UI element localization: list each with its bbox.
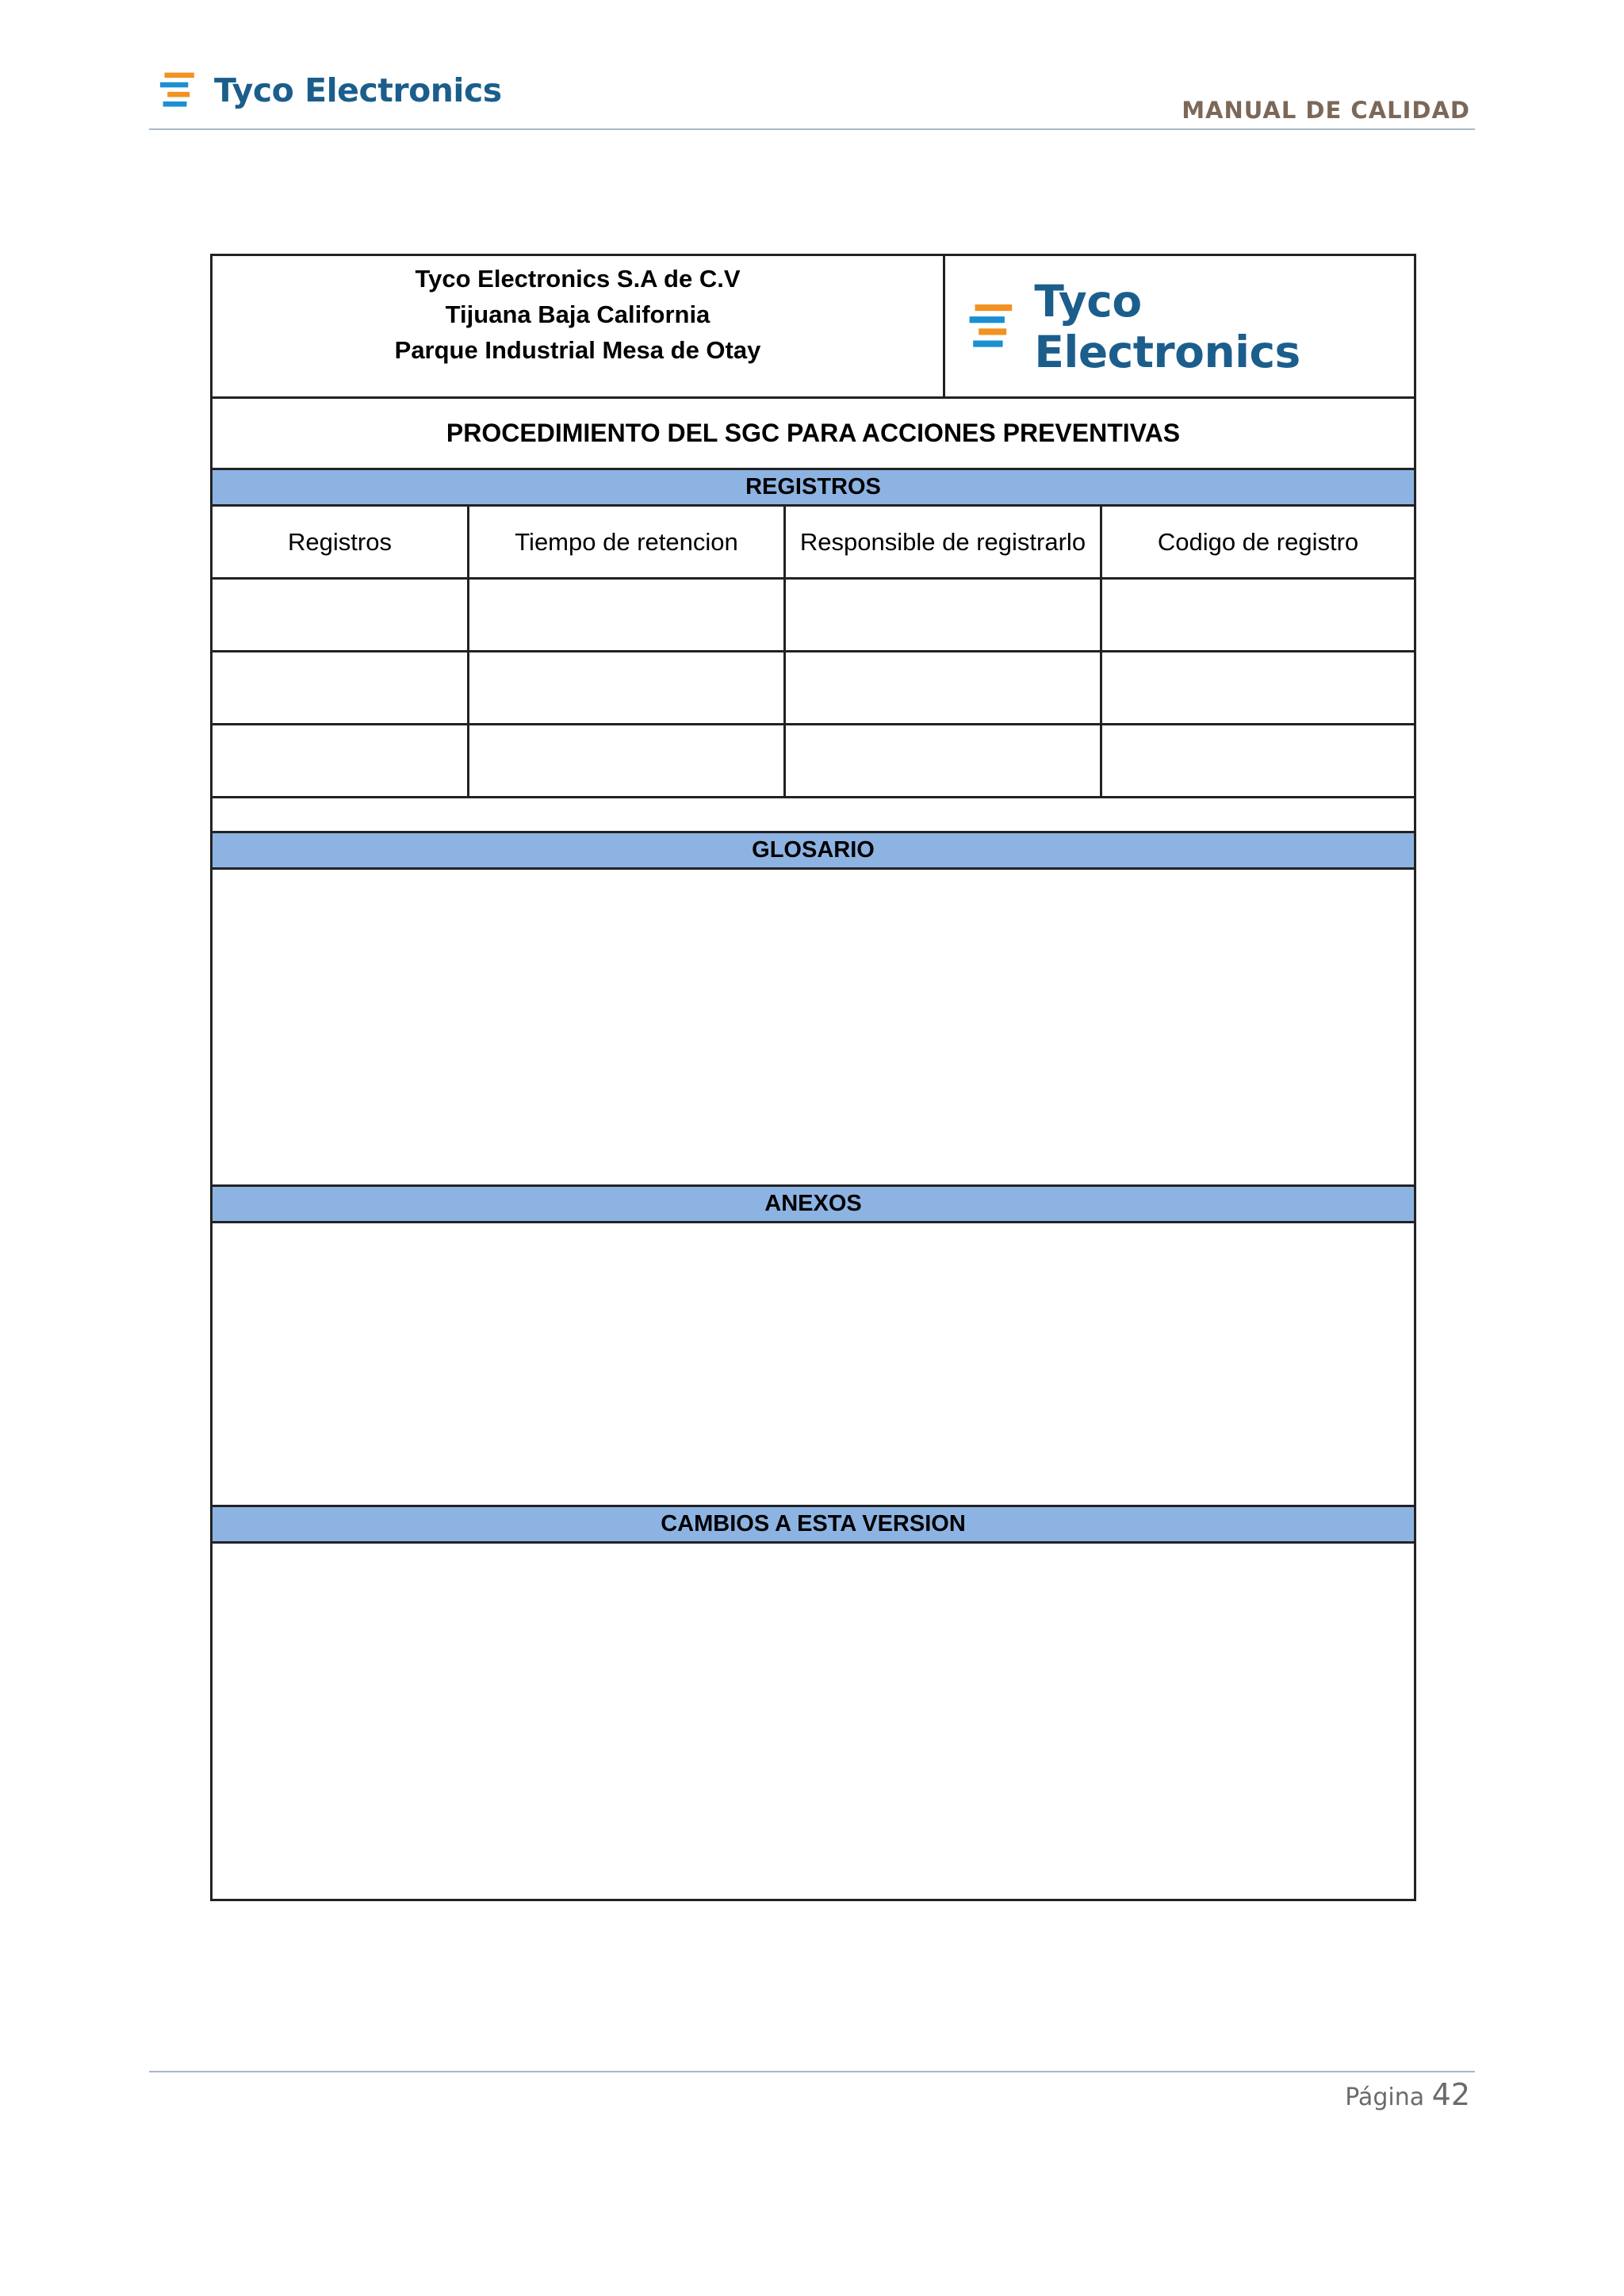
table-cell[interactable] (786, 580, 1102, 650)
table-cell[interactable] (469, 652, 786, 723)
glosario-body[interactable] (213, 870, 1414, 1187)
tyco-logo-icon (159, 68, 203, 113)
table-cell[interactable] (1102, 725, 1414, 796)
column-header-registros: Registros (213, 507, 469, 577)
cambios-section-header: CAMBIOS A ESTA VERSION (213, 1507, 1414, 1544)
header-logo (159, 62, 502, 119)
footer-divider (149, 2071, 1475, 2072)
table-cell[interactable] (786, 652, 1102, 723)
table-row (213, 652, 1414, 725)
glosario-section-header: GLOSARIO (213, 833, 1414, 870)
tyco-logo-icon (967, 299, 1023, 354)
spacer-row (213, 798, 1414, 833)
registros-section-header: REGISTROS (213, 470, 1414, 507)
table-row (213, 580, 1414, 652)
page-number (1345, 2077, 1470, 2112)
table-cell[interactable] (469, 725, 786, 796)
table-cell[interactable] (469, 580, 786, 650)
anexos-section-header: ANEXOS (213, 1187, 1414, 1223)
document-header-title: MANUAL DE CALIDAD (1182, 97, 1470, 124)
cambios-body[interactable] (213, 1544, 1414, 1899)
table-cell[interactable] (213, 652, 469, 723)
company-info (213, 256, 945, 396)
company-logo (945, 256, 1414, 396)
registros-column-headers (213, 507, 1414, 580)
company-logo-text: Tyco Electronics (1034, 275, 1300, 377)
table-row (213, 725, 1414, 798)
procedure-title: PROCEDIMIENTO DEL SGC PARA ACCIONES PREVENTIVAS (213, 399, 1414, 470)
table-cell[interactable] (1102, 652, 1414, 723)
page-number-value: 42 (1431, 2077, 1470, 2112)
column-header-tiempo-retencion: Tiempo de retencion (469, 507, 786, 577)
company-address: Parque Industrial Mesa de Otay (394, 336, 761, 364)
page-label: Página (1345, 2084, 1425, 2111)
company-city: Tijuana Baja California (445, 300, 710, 328)
table-cell[interactable] (1102, 580, 1414, 650)
column-header-codigo: Codigo de registro (1157, 527, 1359, 556)
header-logo-text: Tyco Electronics (214, 71, 502, 109)
company-header-row (213, 256, 1414, 399)
procedure-form (210, 254, 1416, 1901)
header-divider (149, 128, 1475, 130)
page-header (0, 0, 1624, 135)
column-header-responsible: Responsible de registrarlo (786, 507, 1102, 577)
table-cell[interactable] (213, 725, 469, 796)
company-name: Tyco Electronics S.A de C.V (415, 265, 741, 293)
table-cell[interactable] (786, 725, 1102, 796)
table-cell[interactable] (213, 580, 469, 650)
anexos-body[interactable] (213, 1223, 1414, 1507)
